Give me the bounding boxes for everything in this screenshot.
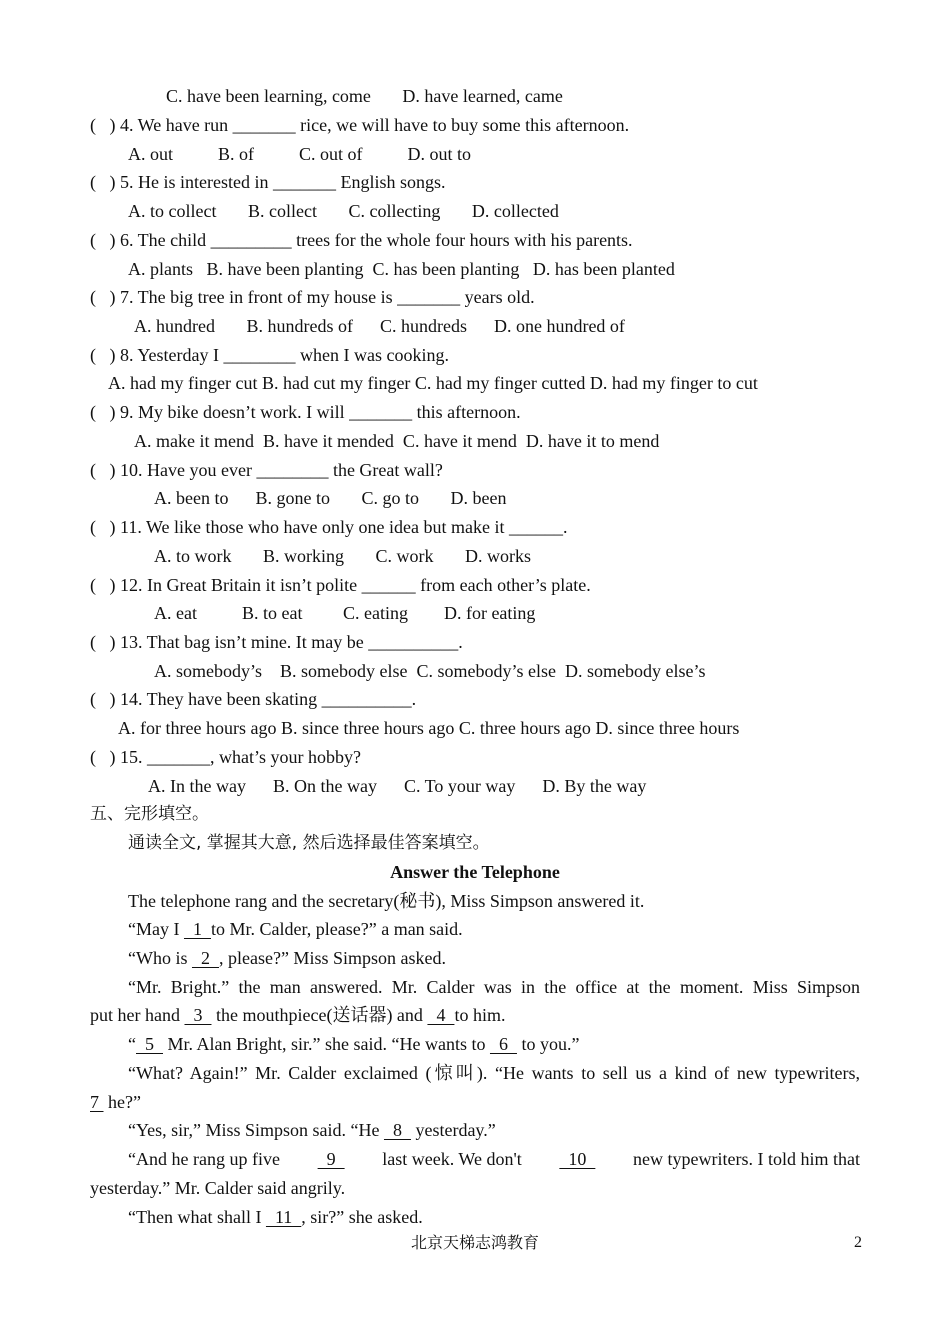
- passage-line: put her hand 3 the mouthpiece(送话器) and 4 to him.: [90, 1005, 506, 1025]
- question-14: ( ) 14. They have been skating __________.: [90, 689, 417, 709]
- passage-line: “What? Again!” Mr. Calder exclaimed (惊叫). “He wants to sell us a kind of new typewriters,: [128, 1063, 860, 1083]
- question-7: ( ) 7. The big tree in front of my house is _______ years old.: [90, 287, 535, 307]
- option-line: A. eat B. to eat C. eating D. for eating: [154, 603, 536, 623]
- passage-line: “Then what shall I 11 , sir?” she asked.: [128, 1207, 423, 1227]
- passage-line: The telephone rang and the secretary(秘书), Miss Simpson answered it.: [128, 891, 645, 911]
- question-5: ( ) 5. He is interested in _______ English songs.: [90, 172, 446, 192]
- option-line: A. hundred B. hundreds of C. hundreds D. one hundred of: [134, 316, 625, 336]
- passage-line: 7 he?”: [90, 1092, 141, 1112]
- passage-line: yesterday.” Mr. Calder said angrily.: [90, 1178, 346, 1198]
- option-line: A. make it mend B. have it mended C. have it mend D. have it to mend: [134, 431, 660, 451]
- question-10: ( ) 10. Have you ever ________ the Great wall?: [90, 460, 443, 480]
- question-8: ( ) 8. Yesterday I ________ when I was cooking.: [90, 345, 449, 365]
- option-line: A. been to B. gone to C. go to D. been: [154, 488, 507, 508]
- footer-org: 北京天梯志鸿教育: [410, 1233, 539, 1252]
- passage-line: “Yes, sir,” Miss Simpson said. “He 8 yesterday.”: [128, 1120, 496, 1140]
- page-number: 2: [854, 1234, 862, 1251]
- section-instruction: 通读全文, 掌握其大意, 然后选择最佳答案填空。: [128, 833, 490, 853]
- option-line: A. plants B. have been planting C. has been planting D. has been planted: [128, 259, 675, 279]
- blank-1: 1: [183, 919, 211, 939]
- passage-line: “ 5 Mr. Alan Bright, sir.” she said. “He wants to 6 to you.”: [128, 1034, 580, 1054]
- blank-3: 3: [184, 1005, 212, 1025]
- passage-title: Answer the Telephone: [390, 862, 560, 882]
- blank-2: 2: [191, 948, 219, 968]
- question-12: ( ) 12. In Great Britain it isn’t polite ______ from each other’s plate.: [90, 575, 591, 595]
- option-line: A. out B. of C. out of D. out to: [128, 144, 472, 164]
- option-line: C. have been learning, come D. have learned, came: [166, 86, 563, 106]
- option-line: A. somebody’s B. somebody else C. somebody’s else D. somebody else’s: [154, 661, 706, 681]
- question-15: ( ) 15. _______, what’s your hobby?: [90, 747, 361, 767]
- section-heading: 五、完形填空。: [90, 804, 209, 824]
- option-line: A. for three hours ago B. since three hours ago C. three hours ago D. since three hours: [118, 718, 740, 738]
- question-13: ( ) 13. That bag isn’t mine. It may be __________.: [90, 632, 463, 652]
- question-11: ( ) 11. We like those who have only one idea but make it ______.: [90, 517, 568, 537]
- passage-line: “Mr. Bright.” the man answered. Mr. Calder was in the office at the moment. Miss Simpson: [128, 977, 860, 997]
- blank-9: 9: [317, 1149, 345, 1169]
- passage-line: “May I 1 to Mr. Calder, please?” a man said.: [128, 919, 463, 939]
- question-9: ( ) 9. My bike doesn’t work. I will _______ this afternoon.: [90, 402, 521, 422]
- option-line: A. had my finger cut B. had cut my finger C. had my finger cutted D. had my finger to cut: [108, 373, 758, 393]
- blank-4: 4: [427, 1005, 455, 1025]
- question-6: ( ) 6. The child _________ trees for the whole four hours with his parents.: [90, 230, 633, 250]
- blank-8: 8: [383, 1120, 411, 1140]
- blank-11: 11: [265, 1207, 302, 1227]
- question-4: ( ) 4. We have run _______ rice, we will have to buy some this afternoon.: [90, 115, 630, 135]
- blank-5: 5: [136, 1034, 163, 1054]
- blank-6: 6: [489, 1034, 517, 1054]
- passage-line: “And he rang up five 9 last week. We don't 10 new typewriters. I told him that: [128, 1149, 860, 1169]
- option-line: A. to work B. working C. work D. works: [154, 546, 531, 566]
- blank-10: 10: [559, 1149, 596, 1169]
- passage-line: “Who is 2 , please?” Miss Simpson asked.: [128, 948, 446, 968]
- option-line: A. In the way B. On the way C. To your way D. By the way: [148, 776, 647, 796]
- option-line: A. to collect B. collect C. collecting D. collected: [128, 201, 559, 221]
- blank-7: 7: [90, 1092, 104, 1112]
